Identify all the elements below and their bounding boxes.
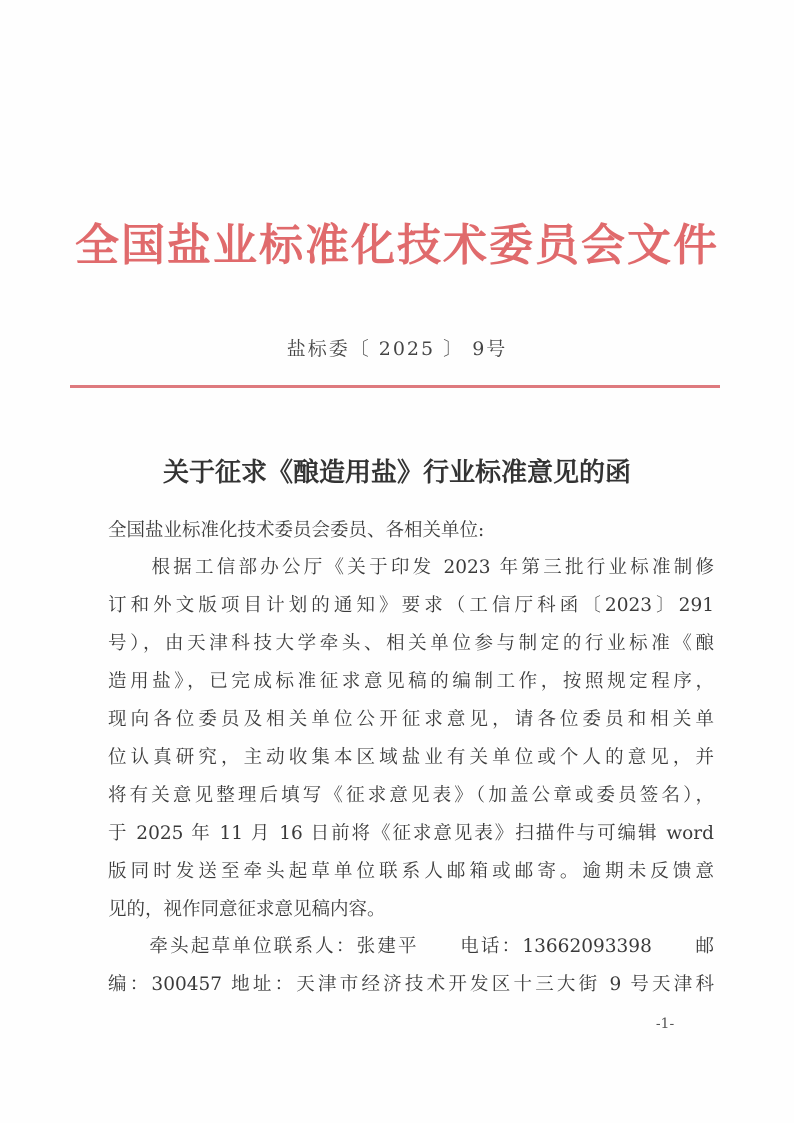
letter-heading: 关于征求《酿造用盐》行业标准意见的函 xyxy=(162,458,631,488)
body-line-7: 将有关意见整理后填写《征求意见表》（加盖公章或委员签名）， xyxy=(108,785,714,806)
body-line-8: 于 2025 年 11 月 16 日前将《征求意见表》扫描件与可编辑 word xyxy=(108,823,714,844)
body-line-4: 造用盐》，已完成标准征求意见稿的编制工作，按照规定程序， xyxy=(108,671,714,692)
body-line-6: 位认真研究，主动收集本区域盐业有关单位或个人的意见，并 xyxy=(108,747,714,768)
salutation: 全国盐业标准化技术委员会委员、各相关单位: xyxy=(108,520,485,541)
body-line-2: 订和外文版项目计划的通知》要求（工信厅科函〔2023〕291 xyxy=(108,595,714,616)
body-line-1: 根据工信部办公厅《关于印发 2023 年第三批行业标准制修 xyxy=(108,557,714,578)
body-line-5: 现向各位委员及相关单位公开征求意见，请各位委员和相关单 xyxy=(108,709,714,730)
issuer-title: 全国盐业标准化技术委员会文件 xyxy=(75,220,719,271)
body-line-10: 见的，视作同意征求意见稿内容。 xyxy=(108,899,386,920)
page-number: -1- xyxy=(655,1016,675,1032)
contact-line-2: 编：300457 地址：天津市经济技术开发区十三大街 9 号天津科 xyxy=(108,974,714,995)
document-number: 盐标委〔 2025 〕 9号 xyxy=(286,338,508,360)
body-line-3: 号），由天津科技大学牵头、相关单位参与制定的行业标准《酿 xyxy=(108,633,714,654)
red-divider-line xyxy=(70,385,720,388)
contact-line-1: 牵头起草单位联系人：张建平 电话：13662093398 邮 xyxy=(108,936,714,957)
body-line-9: 版同时发送至牵头起草单位联系人邮箱或邮寄。逾期未反馈意 xyxy=(108,861,714,882)
